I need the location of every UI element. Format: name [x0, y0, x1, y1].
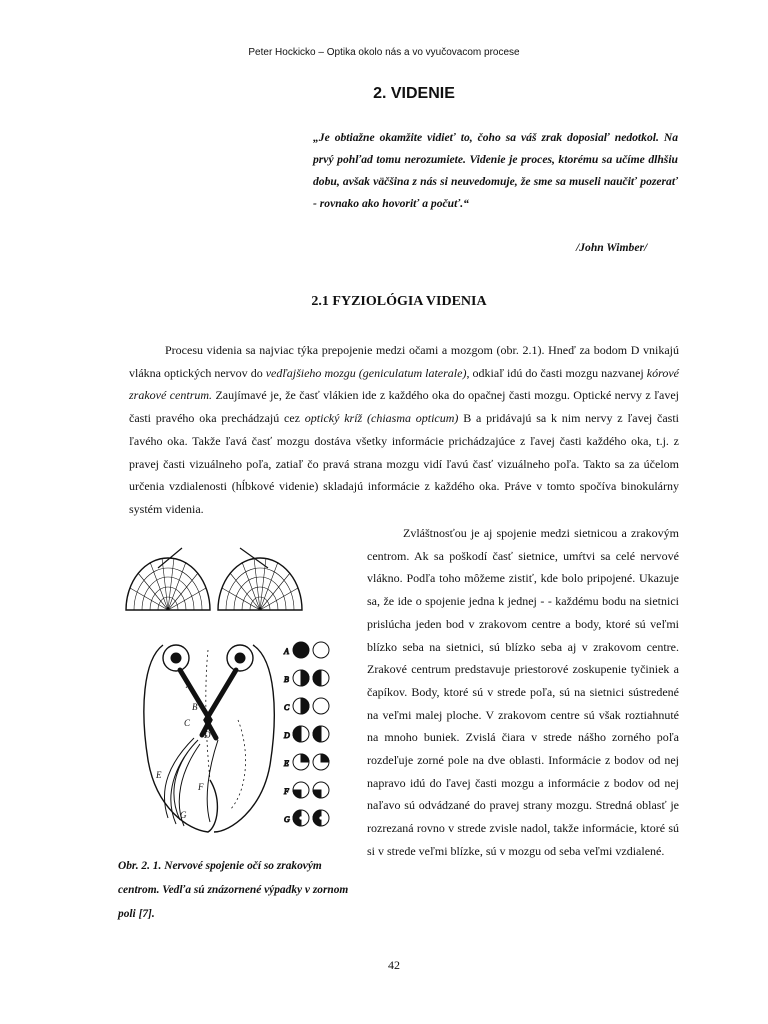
label-b: B: [192, 702, 198, 712]
para1-text-2: , odkiaľ idú do časti mozgu nazvanej: [466, 365, 647, 380]
chapter-title: 2. VIDENIE: [373, 85, 455, 102]
field-a-left: [293, 642, 309, 658]
para1-italic-1: vedľajšieho mozgu (geniculatum laterale): [265, 365, 467, 380]
label-g: G: [180, 810, 187, 820]
para2-text: Zvláštnosťou je aj spojenie medzi sietnicou a zrakovým centrom. Ak sa poškodí časť sietnice, umŕtvi sa celé nervové vlákno. Podľa toho môžeme zistiť, kde bolo pripojené. Ukazuje sa, že ide o spojenie jedna k jednej - - každému bodu na sietnici prislúcha jeden bod v zrakovom centre a body, ktoré sú veľmi blízko seba na sietnici, sú blízko seba aj v zrakovom centre. Zrakové centrum predstavuje priestorové zoskupenie tyčiniek a čapíkov. Body, ktoré sú v strede poľa, sú na sietnici sústredené na veľmi malej ploche. V zrakovom centre sú však roztiahnuté na mnoho buniek. Zvislá čiara v strede nášho zorného poľa rozdeľuje zorné pole na dve oblasti. Informácie z bodov od nej napravo idú do ľavej časti mozgu a informácie z bodov od nej naľavo sú odvádzané do pravej strany mozgu. Stredná oblasť je rozrezaná rovno v strede zvisle nadol, takže informácie, ktoré sú si v strede veľmi blízke, sú v mozgu od seba veľmi vzdialené.: [367, 526, 679, 858]
figure-eye-brain-diagram: [118, 540, 350, 840]
field-a-right: [313, 642, 329, 658]
epigraph-quote: [313, 127, 678, 215]
label-e: E: [156, 770, 162, 780]
para1-italic-3: optický kríž (chiasma opticum): [304, 411, 459, 426]
caption-number: Obr. 2. 1.: [118, 860, 162, 872]
row-label-a: A: [284, 647, 289, 656]
label-d: D: [204, 730, 211, 740]
row-label-b: B: [284, 675, 289, 684]
page-number: 42: [388, 958, 400, 972]
row-label-f: F: [284, 787, 289, 796]
quote-author: /John Wimber/: [576, 241, 648, 254]
row-label-c: C: [284, 703, 290, 712]
label-c: C: [184, 718, 191, 728]
para1-italic-2: kórové zrakové centrum.: [129, 365, 679, 403]
label-f: F: [198, 782, 204, 792]
paragraph-retina: [367, 522, 679, 863]
eye-brain-illustration: [118, 540, 350, 840]
row-label-d: D: [284, 731, 290, 740]
para1-text-1: Procesu videnia sa najviac týka prepojenie medzi očami a mozgom (obr. 2.1). Hneď za bodom D vnikajú vlákna optických nervov do: [129, 343, 679, 380]
paragraph-intro: [129, 339, 679, 521]
quote-text: „Je obtiažne okamžite vidieť to, čoho sa váš zrak doposiaľ nedotkol. Na prvý pohľad tomu nerozumiete. Videnie je proces, ktorému sa učíme dlhšiu dobu, avšak väčšina z nás si neuvedomuje, že sme sa museli naučiť pozerať - rovnako ako hovoriť a počuť.“: [313, 131, 678, 210]
para1-text-3: Zaujímavé je, že časť vlákien ide z každého oka do opačnej časti mozgu. Optické nervy z ľavej časti pravého oka prechádzajú cez: [129, 388, 679, 426]
running-header: Peter Hockicko – Optika okolo nás a vo vyučovacom procese: [248, 47, 520, 58]
row-label-g: G: [284, 815, 290, 824]
para1-text-4: B a pridávajú sa k nim nervy z ľavej časti ľavého oka. Takže ľavá časť mozgu dostáva všetky informácie prichádzajúce z ľavej časti každého oka, t.j. z pravej časti vizuálneho poľa, zatiaľ čo pravá strana mozgu vidí ľavú časť vizuálneho poľa. Takto sa za účelom určenia vzdialenosti (hĺbkové videnie) skladajú informácie z každého oka. Práve v tomto spočíva binokulárny systém videnia.: [129, 411, 680, 516]
label-a: A: [186, 680, 192, 690]
section-title: 2.1 FYZIOLÓGIA VIDENIA: [311, 294, 487, 309]
figure-caption: [118, 854, 356, 926]
caption-text: Nervové spojenie očí so zrakovým centrom. Vedľa sú znázornené výpadky v zornom poli [7].: [118, 860, 349, 920]
row-label-e: E: [284, 759, 289, 768]
